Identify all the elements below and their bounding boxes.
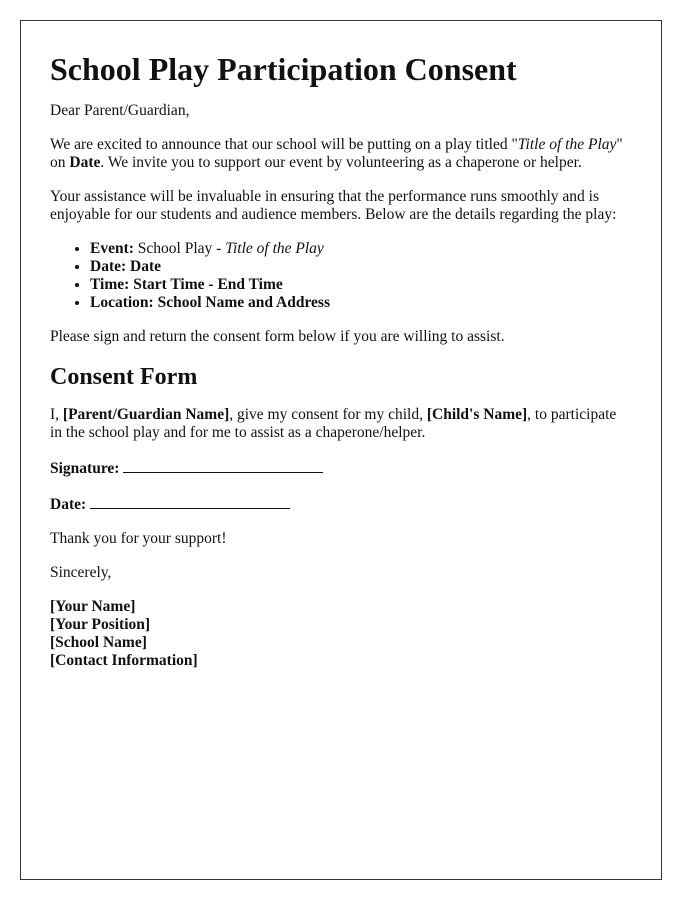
play-date: Date: [69, 154, 101, 171]
detail-event: [90, 240, 632, 258]
date-label: Date:: [90, 258, 127, 275]
intro-text-b: " on: [50, 136, 623, 171]
intro-text-c: . We invite you to support our event by volunteering as a chaperone or helper.: [100, 154, 582, 171]
child-name-placeholder: [Child's Name]: [426, 406, 528, 423]
details-list: [50, 240, 632, 312]
signoff-block: [50, 598, 632, 670]
greeting: Dear Parent/Guardian,: [50, 102, 190, 119]
event-value: School Play -: [137, 240, 226, 257]
intro-paragraph-2: Your assistance will be invaluable in ensuring that the performance runs smoothly and is enjoyable for our students and audience members. Below are the details regarding the play:: [50, 188, 617, 223]
your-name-placeholder: [Your Name]: [50, 598, 136, 615]
guardian-name-placeholder: [Parent/Guardian Name]: [62, 406, 230, 423]
time-value: Start Time - End Time: [133, 276, 283, 293]
play-title: Title of the Play: [517, 136, 617, 153]
intro-text-a: We are excited to announce that our school will be putting on a play titled ": [50, 136, 518, 153]
detail-time: [90, 276, 632, 294]
consent-text-a: I,: [50, 406, 63, 423]
consent-form-heading: Consent Form: [50, 364, 198, 390]
instruction-text: Please sign and return the consent form below if you are willing to assist.: [50, 328, 505, 345]
thanks-text: Thank you for your support!: [50, 530, 227, 547]
school-name-placeholder: [School Name]: [50, 634, 147, 651]
date-row: [50, 494, 632, 514]
contact-info-placeholder: [Contact Information]: [50, 652, 198, 669]
intro-paragraph-1: [50, 136, 632, 172]
letter-page: [20, 20, 662, 880]
page-title: School Play Participation Consent: [50, 51, 517, 87]
location-label: Location:: [90, 294, 154, 311]
detail-date: [90, 258, 632, 276]
signature-row: [50, 458, 632, 478]
signature-label: Signature:: [50, 460, 120, 477]
your-position-placeholder: [Your Position]: [50, 616, 151, 633]
sincerely-text: Sincerely,: [50, 564, 112, 581]
location-value: School Name and Address: [157, 294, 330, 311]
event-label: Event:: [90, 240, 134, 257]
detail-location: [90, 294, 632, 312]
date-line[interactable]: [90, 494, 290, 509]
form-date-label: Date:: [50, 496, 87, 513]
time-label: Time:: [90, 276, 130, 293]
date-value: Date: [130, 258, 162, 275]
signature-line[interactable]: [123, 458, 323, 473]
consent-text-b: , give my consent for my child,: [229, 406, 427, 423]
event-title: Title of the Play: [225, 240, 324, 257]
consent-statement: [50, 406, 632, 442]
consent-text-c: , to participate in the school play and for me to assist as a chaperone/helper.: [50, 406, 617, 441]
